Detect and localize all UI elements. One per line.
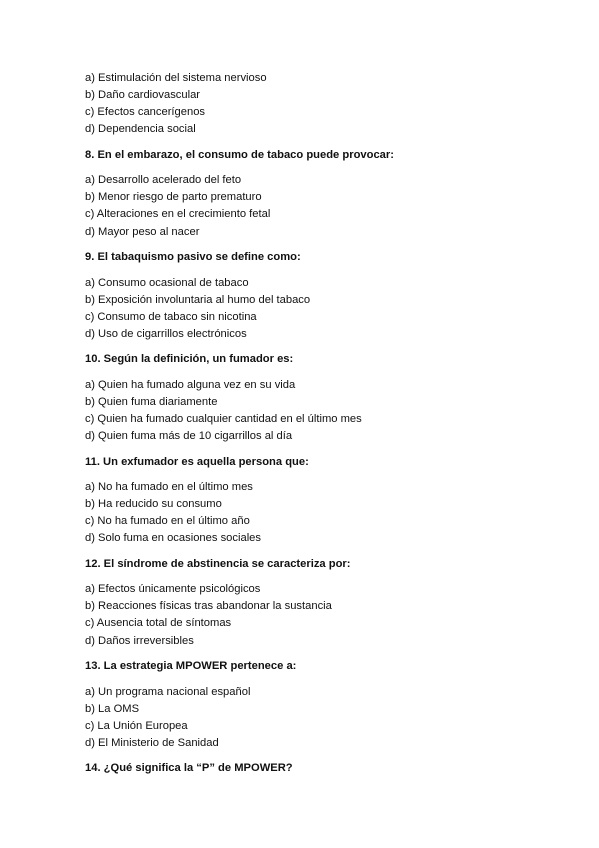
option-c: c) Alteraciones en el crecimiento fetal	[85, 208, 271, 221]
option-a: a) Un programa nacional español	[85, 685, 251, 698]
option-c: c) No ha fumado en el último año	[85, 515, 250, 528]
option-c: c) La Unión Europea	[85, 719, 188, 732]
option-b: b) Menor riesgo de parto prematuro	[85, 191, 262, 204]
question-10	[85, 351, 565, 445]
question-text: 14. ¿Qué significa la “P” de MPOWER?	[85, 762, 293, 775]
question-7-options	[85, 70, 565, 138]
option-a: a) Quien ha fumado alguna vez en su vida	[85, 378, 296, 391]
option-b: b) Exposición involuntaria al humo del tabaco	[85, 293, 311, 306]
question-text: 12. El síndrome de abstinencia se caracteriza por:	[85, 557, 351, 570]
option-d: d) El Ministerio de Sanidad	[85, 736, 219, 749]
question-12	[85, 556, 565, 650]
option-a: a) Estimulación del sistema nervioso	[85, 72, 267, 84]
option-d: d) Daños irreversibles	[85, 634, 194, 647]
option-c: c) Quien ha fumado cualquier cantidad en el último mes	[85, 412, 362, 425]
quiz-page	[85, 70, 565, 786]
option-b: b) La OMS	[85, 702, 140, 715]
option-b: b) Ha reducido su consumo	[85, 498, 222, 511]
question-text: 8. En el embarazo, el consumo de tabaco puede provocar:	[85, 148, 394, 161]
option-a: a) No ha fumado en el último mes	[85, 481, 253, 493]
option-a: a) Efectos únicamente psicológicos	[85, 583, 261, 596]
option-d: d) Quien fuma más de 10 cigarrillos al día	[85, 430, 293, 443]
option-b: b) Reacciones físicas tras abandonar la sustancia	[85, 600, 332, 613]
option-d: d) Mayor peso al nacer	[85, 225, 200, 238]
question-text: 11. Un exfumador es aquella persona que:	[85, 455, 309, 468]
question-text: 13. La estrategia MPOWER pertenece a:	[85, 660, 297, 673]
option-a: a) Consumo ocasional de tabaco	[85, 276, 249, 289]
question-11	[85, 454, 565, 548]
question-9	[85, 249, 565, 343]
option-b: b) Quien fuma diariamente	[85, 395, 218, 408]
option-c: c) Consumo de tabaco sin nicotina	[85, 310, 257, 323]
question-text: 9. El tabaquismo pasivo se define como:	[85, 251, 301, 264]
question-8	[85, 147, 565, 241]
option-d: d) Dependencia social	[85, 123, 196, 136]
option-c: c) Efectos cancerígenos	[85, 106, 206, 119]
option-b: b) Daño cardiovascular	[85, 89, 201, 102]
option-d: d) Uso de cigarrillos electrónicos	[85, 327, 247, 340]
option-c: c) Ausencia total de síntomas	[85, 617, 232, 630]
question-text: 10. Según la definición, un fumador es:	[85, 353, 294, 366]
question-13	[85, 658, 565, 752]
option-a: a) Desarrollo acelerado del feto	[85, 174, 242, 187]
option-d: d) Solo fuma en ocasiones sociales	[85, 532, 261, 545]
question-14	[85, 760, 565, 777]
